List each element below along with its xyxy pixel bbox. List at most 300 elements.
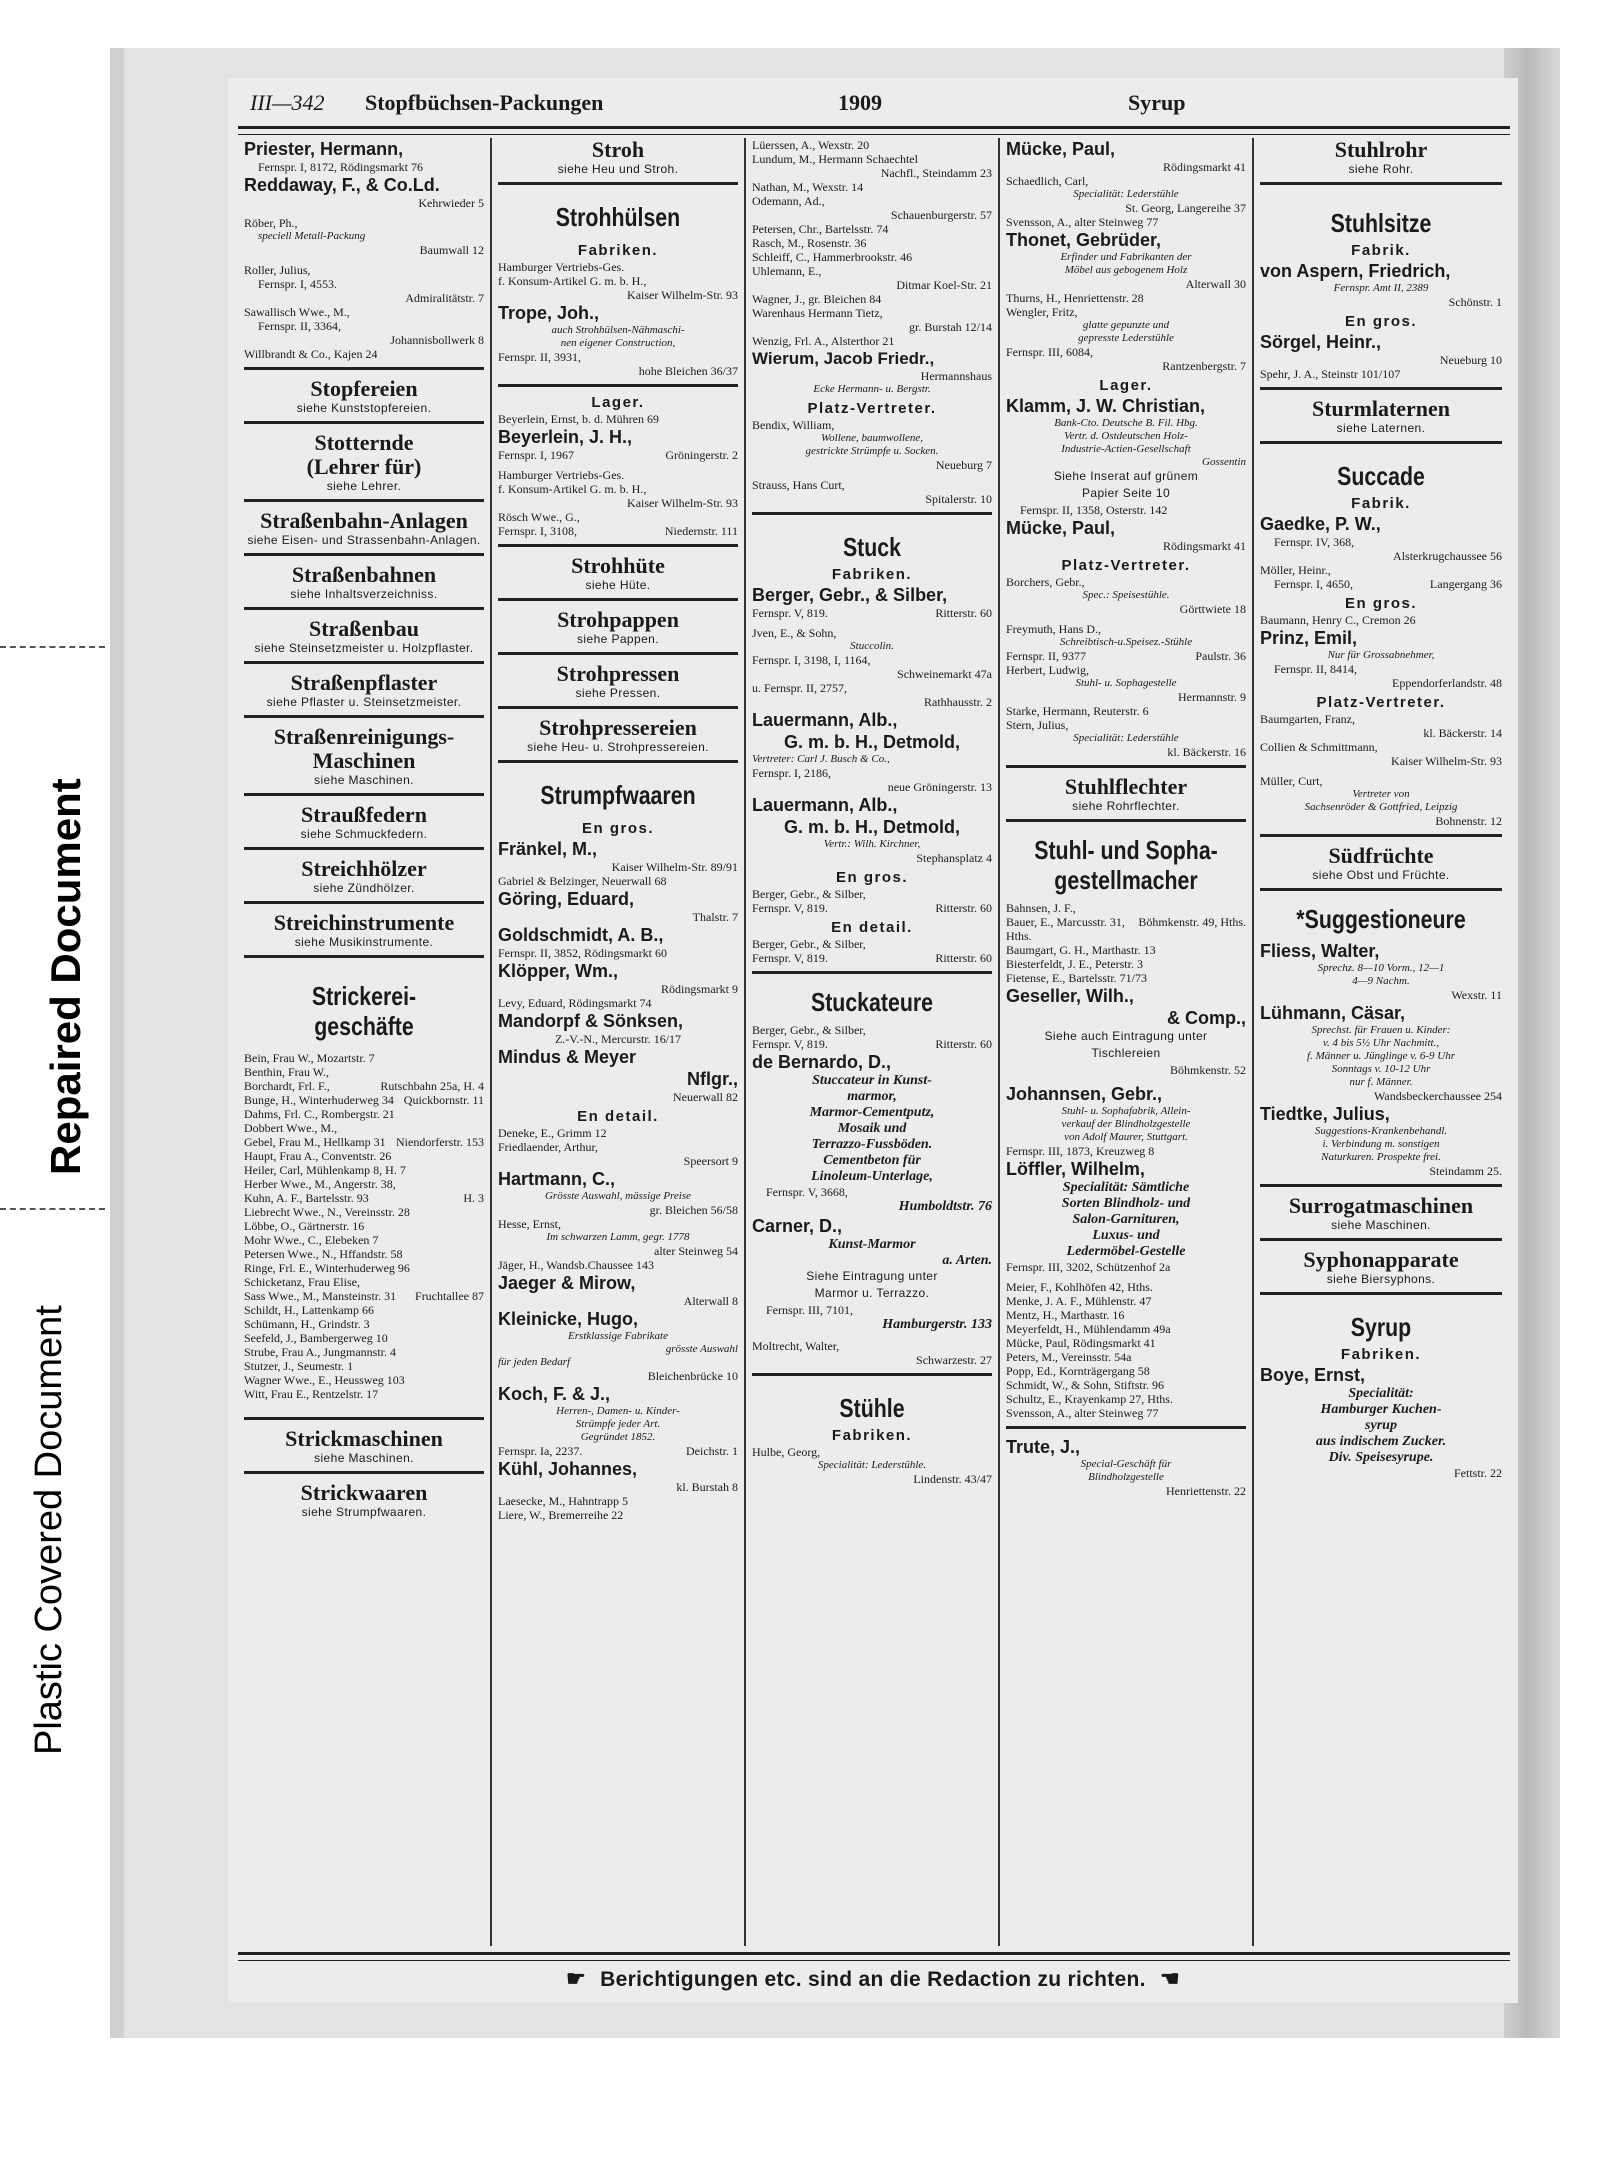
see-reference: siehe Lehrer.	[326, 479, 402, 493]
section-heading: Stuhlsitze	[1330, 208, 1432, 238]
entry-note: Strümpfe jeder Art.	[575, 1418, 661, 1430]
entry-note: 4—9 Nachm.	[1352, 975, 1410, 987]
section-heading: gestellmacher	[1054, 865, 1198, 895]
entry-address: Neuerwall 82	[673, 1090, 738, 1104]
list-item-name: Löbbe, O., Gärtnerstr. 16	[244, 1219, 365, 1233]
list-item	[244, 1107, 484, 1121]
entry-name: Löffler, Wilhelm,	[1006, 1159, 1145, 1179]
entry-name: Sawallisch Wwe., M.,	[244, 305, 350, 319]
entry-note: Specialität:	[1348, 1386, 1414, 1401]
list-item	[244, 1331, 484, 1345]
entry-note: Stuccateur in Kunst-	[812, 1073, 932, 1088]
entry-line: Wenzig, Frl. A., Alsterthor 21	[752, 334, 895, 348]
see-reference: siehe Heu und Stroh.	[557, 162, 679, 176]
section-heading: Stuhlflechter	[1064, 774, 1188, 799]
entry-phone: Fernspr. I, 2186,	[752, 766, 831, 780]
section-rule	[498, 760, 738, 763]
list-item	[244, 1303, 484, 1317]
entry-address: Johannisbollwerk 8	[390, 333, 484, 347]
entry-note: gepresste Lederstühle	[1078, 332, 1174, 344]
cut-line-top	[0, 646, 105, 648]
list-item-address: Böhmkenstr. 49, Hths.	[1138, 915, 1246, 929]
see-reference: Siehe auch Eintragung unter	[1044, 1029, 1208, 1043]
entry-phone: Fernspr. II, 9377	[1006, 649, 1086, 663]
entry-address: kl. Bäckerstr. 14	[1423, 726, 1502, 740]
subsection-label: En gros.	[1344, 313, 1417, 330]
see-reference: siehe Eisen- und Strassenbahn-Anlagen.	[247, 533, 481, 547]
section-heading: Strohpressereien	[539, 715, 697, 740]
entry-note: Mosaik und	[837, 1121, 907, 1136]
list-item	[244, 1275, 484, 1289]
subsection-label: Fabrik.	[1351, 242, 1411, 259]
list-item-name: Gebel, Frau M., Hellkamp 31	[244, 1135, 386, 1149]
section-heading: Straßenbahn-Anlagen	[260, 508, 468, 533]
see-reference: Siehe Eintragung unter	[806, 1269, 938, 1283]
entry-note: grösste Auswahl	[665, 1343, 738, 1355]
entry-line: Starke, Hermann, Reuterstr. 6	[1006, 704, 1149, 718]
see-reference: siehe Maschinen.	[1331, 1218, 1431, 1232]
entry-line: Svensson, A., alter Steinweg 77	[1006, 215, 1159, 229]
section-rule	[1260, 182, 1502, 185]
header-title-right: Syrup	[1128, 90, 1186, 115]
entry-line: Spehr, J. A., Steinstr 101/107	[1260, 367, 1401, 381]
entry-note: Fernspr. Amt II, 2389	[1333, 282, 1429, 294]
entry-note: Spec.: Speisestühle.	[1082, 589, 1170, 601]
entry-name: Borchers, Gebr.,	[1006, 575, 1085, 589]
entry-name: Hulbe, Georg,	[752, 1445, 821, 1459]
column-1	[238, 138, 492, 1946]
entry-line: Rasch, M., Rosenstr. 36	[752, 236, 867, 250]
section-rule	[752, 971, 992, 974]
entry-address: Thalstr. 7	[692, 910, 738, 924]
list-item-address: Quickbornstr. 11	[403, 1093, 484, 1107]
entry-note: Blindholzgestelle	[1088, 1471, 1164, 1483]
list-item	[1006, 1364, 1246, 1378]
section-rule	[1260, 888, 1502, 891]
list-item-name: Peters, M., Vereinsstr. 54a	[1006, 1350, 1132, 1364]
list-item-name: Benthin, Frau W.,	[244, 1065, 330, 1079]
section-heading: Stotternde	[314, 430, 414, 455]
entry-line: f. Konsum-Artikel G. m. b. H.,	[498, 482, 647, 496]
list-item-name: Dahms, Frl. C., Rombergstr. 21	[244, 1107, 395, 1121]
entry-address: Schwarzestr. 27	[916, 1353, 992, 1367]
entry-note: Erstklassige Fabrikate	[568, 1330, 668, 1342]
entry-name: Willbrandt & Co., Kajen 24	[244, 347, 378, 361]
entry-phone: Fernspr. II, 3931,	[498, 350, 581, 364]
entry-name: Hamburger Vertriebs-Ges.	[498, 260, 625, 274]
entry-name: Möller, Heinr.,	[1260, 563, 1331, 577]
column-4	[1000, 138, 1254, 1946]
entry-name: G. m. b. H., Detmold,	[783, 817, 960, 837]
list-item	[244, 1289, 484, 1303]
entry-line: Schleiff, C., Hammerbrookstr. 46	[752, 250, 913, 264]
list-item-name: Heiler, Carl, Mühlenkamp 8, H. 7	[244, 1163, 406, 1177]
entry-note: Vertreter: Carl J. Busch & Co.,	[752, 753, 890, 765]
entry-name: Koch, F. & J.,	[498, 1384, 611, 1404]
list-item-name: Herber Wwe., M., Angerstr. 38,	[244, 1177, 396, 1191]
list-item	[244, 1247, 484, 1261]
see-reference: siehe Zündhölzer.	[313, 881, 415, 895]
list-item	[1006, 1280, 1246, 1294]
section-rule	[244, 1471, 484, 1474]
list-item	[244, 1233, 484, 1247]
entry-line: Uhlemann, E.,	[752, 264, 822, 278]
entry-address: Schauenburgerstr. 57	[890, 208, 992, 222]
repaired-document-label: Repaired Document	[42, 778, 89, 1175]
entry-note: v. 4 bis 5½ Uhr Nachmitt.,	[1322, 1037, 1440, 1049]
section-heading: Straußfedern	[301, 802, 427, 827]
entry-phone: Fernspr. V, 819.	[752, 606, 828, 620]
subsection-label: Fabriken.	[577, 242, 659, 259]
entry-note: aus indischem Zucker.	[1315, 1434, 1447, 1449]
entry-name: Klöpper, Wm.,	[498, 961, 619, 981]
entry-note: Sachsenröder & Gottfried, Leipzig	[1304, 801, 1458, 813]
section-rule	[1260, 1184, 1502, 1187]
list-item-name: Schildt, H., Lattenkamp 66	[244, 1303, 374, 1317]
pointing-hand-left-icon: ☚	[1159, 1966, 1180, 1991]
entry-phone: Fernspr. IV, 368,	[1274, 535, 1355, 549]
entry-address: Gröningerstr. 2	[665, 448, 738, 462]
entry-line: Nathan, M., Wexstr. 14	[752, 180, 864, 194]
entry-address: Neueburg 7	[935, 458, 992, 472]
subsection-label: Fabriken.	[831, 1427, 913, 1444]
list-item-name: Seefeld, J., Bambergerweg 10	[244, 1331, 388, 1345]
entry-address: Alterwall 8	[683, 1294, 738, 1308]
section-rule	[244, 607, 484, 610]
entry-name: Baumgarten, Franz,	[1260, 712, 1355, 726]
entry-address: Eppendorferlandstr. 48	[1392, 676, 1502, 690]
entry-address: alter Steinweg 54	[654, 1244, 738, 1258]
section-heading: Maschinen	[312, 748, 416, 773]
section-rule	[244, 847, 484, 850]
entry-name: Herbert, Ludwig,	[1006, 663, 1089, 677]
list-item	[244, 1121, 484, 1135]
columns	[238, 138, 1510, 1946]
list-item-name: Mücke, Paul, Rödingsmarkt 41	[1006, 1336, 1156, 1350]
section-heading: Straßenpflaster	[290, 670, 438, 695]
entry-name: Thonet, Gebrüder,	[1006, 230, 1162, 250]
entry-phone: Fernspr. V, 3668,	[766, 1185, 848, 1199]
section-heading: Stuhl- und Sopha-	[1034, 835, 1218, 865]
entry-name: Boye, Ernst,	[1260, 1365, 1366, 1385]
side-labels	[0, 0, 110, 2177]
entry-note: Ecke Hermann- u. Bergstr.	[813, 383, 931, 395]
entry-phone: Fernspr. V, 819.	[752, 1037, 828, 1051]
entry-note: Stuhl- u. Sophafabrik, Allein-	[1061, 1105, 1191, 1117]
list-item-name: Menke, J. A. F., Mühlenstr. 47	[1006, 1294, 1152, 1308]
entry-address: kl. Bäckerstr. 16	[1167, 745, 1246, 759]
entry-address: hohe Bleichen 36/37	[638, 364, 738, 378]
list-item-name: Biesterfeldt, J. E., Peterstr. 3	[1006, 957, 1143, 971]
subsection-label: En gros.	[581, 820, 654, 837]
entry-note: Bank-Cto. Deutsche B. Fil. Hbg.	[1054, 417, 1198, 429]
entry-note: a. Arten.	[942, 1253, 992, 1268]
list-item	[244, 1317, 484, 1331]
entry-name: von Aspern, Friedrich,	[1260, 261, 1451, 281]
entry-name: Wengler, Fritz,	[1006, 305, 1078, 319]
entry-name: Johannsen, Gebr.,	[1006, 1084, 1163, 1104]
entry-line: Thurns, H., Henriettenstr. 28	[1006, 291, 1144, 305]
entry-phone: Fernspr. I, 3198, I, 1164,	[752, 653, 871, 667]
subsection-label: Lager.	[1099, 377, 1153, 394]
list-item	[244, 1359, 484, 1373]
entry-name: Göring, Eduard,	[498, 889, 635, 909]
entry-name: Klamm, J. W. Christian,	[1006, 396, 1206, 416]
see-reference: siehe Schmuckfedern.	[300, 827, 428, 841]
subsection-label: En gros.	[835, 869, 908, 886]
plastic-covered-label: Plastic Covered Document	[28, 1305, 70, 1755]
entry-name: Berger, Gebr., & Silber,	[752, 1023, 866, 1037]
section-rule	[244, 793, 484, 796]
entry-address: Alsterkrugchaussee 56	[1393, 549, 1502, 563]
subsection-label: Platz-Vertreter.	[1061, 557, 1191, 574]
entry-name: Fliess, Walter,	[1260, 941, 1380, 961]
subsection-label: Lager.	[591, 394, 645, 411]
list-item	[244, 1345, 484, 1359]
list-item-name: Strube, Frau A., Jungmannstr. 4	[244, 1345, 396, 1359]
list-item-name: Meier, F., Kohlhöfen 42, Hths.	[1006, 1280, 1153, 1294]
list-item-name: Baumgart, G. H., Marthastr. 13	[1006, 943, 1156, 957]
list-item-name: Schultz, E., Krayenkamp 27, Hths.	[1006, 1392, 1173, 1406]
entry-note: Im schwarzen Lamm, gegr. 1778	[546, 1231, 690, 1243]
see-reference: siehe Pflaster u. Steinsetzmeister.	[266, 695, 462, 709]
list-item-name: Schümann, H., Grindstr. 3	[244, 1317, 370, 1331]
entry-note: Specialität: Lederstühle	[1073, 188, 1179, 200]
entry-address: Schweinemarkt 47a	[897, 667, 992, 681]
entry-note: Suggestions-Krankenbehandl.	[1314, 1125, 1448, 1137]
scan-edge-left	[110, 48, 124, 2038]
list-item-name: Dobbert Wwe., M.,	[244, 1121, 338, 1135]
entry-phone: Fernspr. II, 8414,	[1274, 662, 1357, 676]
section-heading: Stühle	[839, 1393, 905, 1423]
entry-name: Prinz, Emil,	[1260, 628, 1358, 648]
list-item	[244, 1065, 484, 1079]
section-heading: Straßenbahnen	[291, 562, 437, 587]
entry-line: Gabriel & Belzinger, Neuerwall 68	[498, 874, 667, 888]
entry-name: Hartmann, C.,	[498, 1169, 616, 1189]
entry-name: Fränkel, M.,	[498, 839, 598, 859]
see-reference: siehe Rohrflechter.	[1072, 799, 1180, 813]
entry-address: Langergang 36	[1429, 577, 1502, 591]
section-rule	[244, 421, 484, 424]
entry-phone: u. Fernspr. II, 2757,	[752, 681, 847, 695]
entry-name: Gaedke, P. W.,	[1260, 514, 1381, 534]
entry-address: Böhmkenstr. 52	[1169, 1063, 1246, 1077]
subsection-label: Fabriken.	[831, 566, 913, 583]
section-heading: geschäfte	[314, 1011, 414, 1041]
subsection-label: Fabrik.	[1351, 495, 1411, 512]
entry-address: kl. Burstah 8	[676, 1480, 738, 1494]
section-rule	[1260, 1292, 1502, 1295]
entry-address: Alterwall 30	[1185, 277, 1246, 291]
see-reference: siehe Maschinen.	[314, 1451, 414, 1465]
entry-name: Röber, Ph.,	[244, 216, 298, 230]
entry-line: Lundum, M., Hermann Schaechtel	[752, 152, 918, 166]
list-item	[244, 1191, 484, 1205]
list-item-name: Haupt, Frau A., Conventstr. 26	[244, 1149, 392, 1163]
entry-note: marmor,	[847, 1089, 897, 1104]
entry-address: Kaiser Wilhelm-Str. 93	[627, 288, 738, 302]
section-rule	[244, 715, 484, 718]
entry-address: Rödingsmarkt 9	[661, 982, 738, 996]
entry-note: glatte gepunzte und	[1082, 319, 1170, 331]
entry-name: Friedlaender, Arthur,	[498, 1140, 599, 1154]
entry-address: Paulstr. 36	[1195, 649, 1246, 663]
entry-address: Kaiser Wilhelm-Str. 93	[1391, 754, 1502, 768]
entry-note: Sprechst. für Frauen u. Kinder:	[1311, 1024, 1451, 1036]
entry-note: Herren-, Damen- u. Kinder-	[556, 1405, 680, 1417]
entry-note: Gossentin	[1202, 456, 1246, 468]
entry-line: f. Konsum-Artikel G. m. b. H.,	[498, 274, 647, 288]
entry-name: de Bernardo, D.,	[752, 1052, 892, 1072]
scanned-page	[110, 48, 1560, 2038]
list-item	[244, 1149, 484, 1163]
section-heading: Sturmlaternen	[1311, 396, 1451, 421]
section-rule	[1006, 819, 1246, 822]
entry-address: Rödingsmarkt 41	[1163, 160, 1246, 174]
see-reference: siehe Pappen.	[577, 632, 659, 646]
list-item	[244, 1219, 484, 1233]
list-item	[244, 1135, 484, 1149]
entry-address: Fettstr. 22	[1453, 1466, 1502, 1480]
list-item	[244, 1051, 484, 1065]
entry-note: Vertr.: Wilh. Kirchner,	[823, 838, 921, 850]
entry-note: f. Männer u. Jünglinge v. 6-9 Uhr	[1307, 1050, 1455, 1062]
entry-phone: Fernspr. I, 3108,	[498, 524, 577, 538]
entry-address: Lindenstr. 43/47	[913, 1472, 992, 1486]
entry-address: St. Georg, Langereihe 37	[1125, 201, 1246, 215]
section-heading: Strickmaschinen	[285, 1426, 443, 1451]
entry-phone: Fernspr. II, 3852, Rödingsmarkt 60	[498, 946, 667, 960]
see-reference: siehe Obst und Früchte.	[1312, 868, 1450, 882]
section-heading: Syphonapparate	[1303, 1247, 1459, 1272]
entry-note: Sonntags v. 10-12 Uhr	[1331, 1063, 1431, 1075]
list-item-name: Mohr Wwe., C., Elebeken 7	[244, 1233, 379, 1247]
list-item	[244, 1163, 484, 1177]
section-rule	[1260, 834, 1502, 837]
entry-address: Hermannshaus	[920, 369, 992, 383]
entry-note: Marmor-Cementputz,	[809, 1105, 935, 1120]
entry-address: Ritterstr. 60	[935, 901, 992, 915]
entry-note: Grösste Auswahl, mässige Preise	[544, 1190, 692, 1202]
entry-name: Bendix, William,	[752, 418, 835, 432]
section-heading: Straßenbau	[308, 616, 420, 641]
entry-name: Mandorpf & Sönksen,	[498, 1011, 684, 1031]
section-heading: Streichinstrumente	[273, 910, 455, 935]
section-heading: Streichhölzer	[301, 856, 427, 881]
entry-note: Sorten Blindholz- und	[1061, 1196, 1191, 1211]
section-heading: Stuck	[842, 532, 902, 562]
footer-rule	[238, 1952, 1510, 1961]
entry-phone: Fernspr. II, 3364,	[258, 319, 341, 333]
header-year: 1909	[838, 90, 882, 115]
entry-address: Hermannstr. 9	[1178, 690, 1246, 704]
section-rule	[752, 1373, 992, 1376]
section-heading: Strohpappen	[557, 607, 679, 632]
section-heading: Strohpressen	[556, 661, 680, 686]
list-item-name: Mentz, H., Marthastr. 16	[1006, 1308, 1125, 1322]
entry-name: Berger, Gebr., & Silber,	[752, 887, 866, 901]
entry-phone: Fernspr. I, 1967	[498, 448, 574, 462]
list-item-name: Wagner Wwe., E., Heussweg 103	[244, 1373, 405, 1387]
see-reference: siehe Maschinen.	[314, 773, 414, 787]
section-heading: (Lehrer für)	[306, 454, 422, 479]
entry-note: verkauf der Blindholzgestelle	[1061, 1118, 1191, 1130]
entry-address: Neueburg 10	[1439, 353, 1502, 367]
see-reference: siehe Hüte.	[585, 578, 651, 592]
entry-name: Beyerlein, J. H.,	[498, 427, 633, 447]
entry-line: Liere, W., Bremerreihe 22	[498, 1508, 624, 1522]
section-rule	[752, 512, 992, 515]
list-item	[244, 1261, 484, 1275]
list-item	[1006, 915, 1246, 943]
section-rule	[244, 367, 484, 370]
section-heading: Succade	[1337, 461, 1425, 491]
section-rule	[498, 598, 738, 601]
list-item-name: Bauer, E., Marcusstr. 31, Hths.	[1006, 915, 1125, 943]
entry-note: von Adolf Maurer, Stuttgart.	[1064, 1131, 1188, 1143]
entry-note: Vertr. d. Ostdeutschen Holz-	[1064, 430, 1188, 442]
section-heading: Strickwaaren	[300, 1480, 428, 1505]
section-rule	[1006, 1426, 1246, 1429]
entry-name: Hesse, Ernst,	[498, 1217, 561, 1231]
section-rule	[1260, 441, 1502, 444]
section-heading: Strickerei-	[311, 981, 417, 1011]
entry-note: Specialität: Lederstühle.	[817, 1459, 927, 1471]
entry-name: Nflgr.,	[686, 1069, 738, 1089]
header-title-left: Stopfbüchsen-Packungen	[365, 90, 604, 115]
entry-phone: Fernspr. Ia, 2237.	[498, 1444, 583, 1458]
list-item-name: Svensson, A., alter Steinweg 77	[1006, 1406, 1159, 1420]
entry-note: Kunst-Marmor	[828, 1237, 916, 1252]
entry-name: Collien & Schmittmann,	[1260, 740, 1378, 754]
entry-line: Deneke, E., Grimm 12	[498, 1126, 607, 1140]
see-reference: Papier Seite 10	[1081, 486, 1171, 500]
list-item-name: Stutzer, J., Seumestr. 1	[244, 1359, 354, 1373]
column-3	[746, 138, 1000, 1946]
section-rule	[498, 544, 738, 547]
section-rule	[244, 499, 484, 502]
entry-note: Cementbeton für	[823, 1153, 921, 1168]
list-item-name: Bein, Frau W., Mozartstr. 7	[244, 1051, 375, 1065]
section-rule	[244, 955, 484, 958]
entry-address: Ritterstr. 60	[935, 1037, 992, 1051]
footer-note	[228, 1966, 1518, 1992]
entry-note: Industrie-Actien-Gesellschaft	[1061, 443, 1191, 455]
section-rule	[1006, 765, 1246, 768]
entry-address: Görttwiete 18	[1179, 602, 1246, 616]
entry-address: Steindamm 25.	[1429, 1164, 1502, 1178]
entry-line: Petersen, Chr., Bartelsstr. 74	[752, 222, 889, 236]
section-rule	[244, 553, 484, 556]
entry-address: Stephansplatz 4	[916, 851, 992, 865]
list-item	[244, 1205, 484, 1219]
column-5	[1254, 138, 1508, 1946]
entry-name: Berger, Gebr., & Silber,	[752, 585, 948, 605]
entry-name: Müller, Curt,	[1260, 774, 1323, 788]
section-rule	[498, 706, 738, 709]
list-item	[1006, 1350, 1246, 1364]
entry-name: Carner, D.,	[752, 1216, 843, 1236]
list-item	[1006, 971, 1246, 985]
entry-note: Schreibtisch-u.Speisez.-Stühle	[1059, 636, 1193, 648]
entry-address: Henriettenstr. 22	[1166, 1484, 1246, 1498]
entry-name: Strauss, Hans Curt,	[752, 478, 845, 492]
section-heading: Syrup	[1350, 1312, 1412, 1342]
entry-note: Luxus- und	[1092, 1228, 1160, 1243]
entry-phone: Fernspr. V, 819.	[752, 901, 828, 915]
section-heading: Strohhüte	[571, 553, 665, 578]
